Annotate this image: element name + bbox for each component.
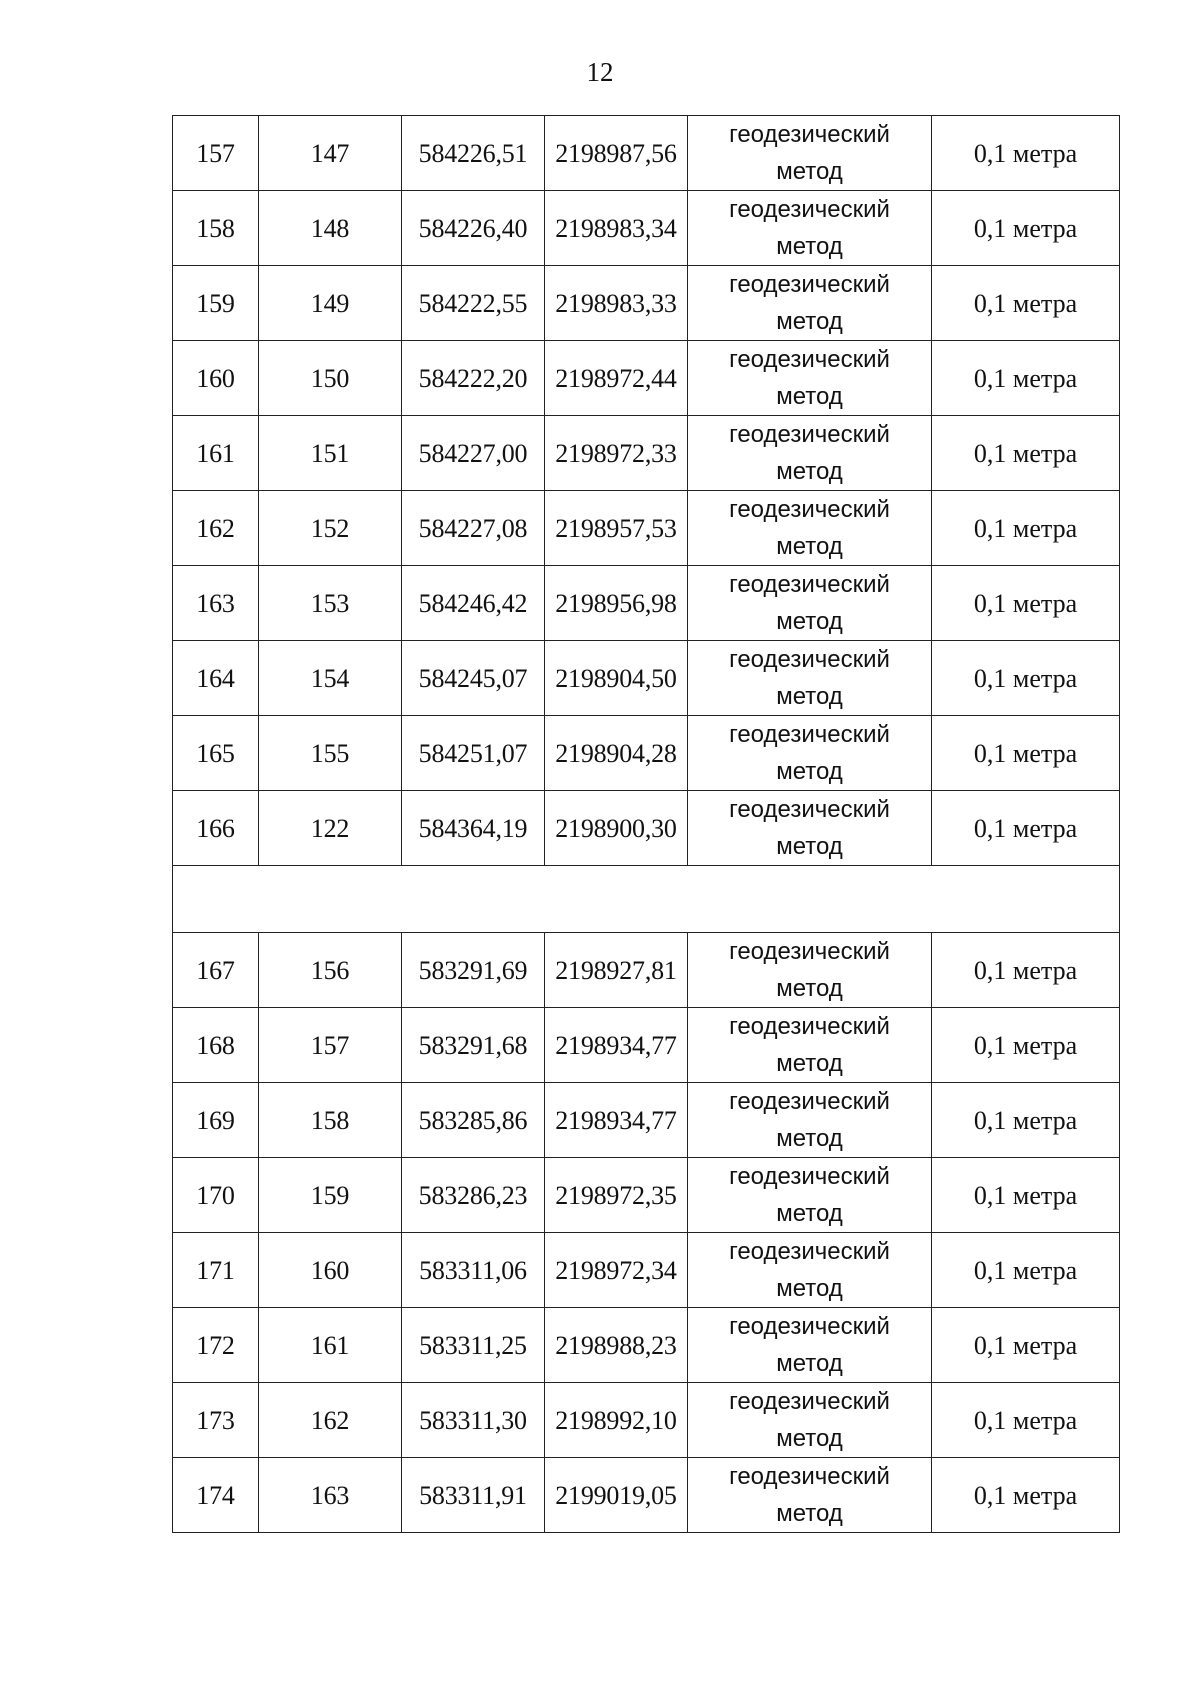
table-row bbox=[173, 933, 1120, 1008]
method-line-2: метод bbox=[776, 158, 843, 185]
y-coordinate-cell: 2198983,33 bbox=[545, 266, 688, 341]
row-number-cell: 173 bbox=[173, 1383, 259, 1458]
y-coordinate-cell: 2198904,50 bbox=[545, 641, 688, 716]
accuracy-cell: 0,1 метра bbox=[932, 1308, 1120, 1383]
method-line-1: геодезический bbox=[729, 796, 890, 823]
y-coordinate-cell: 2198987,56 bbox=[545, 116, 688, 191]
row-number-cell: 159 bbox=[173, 266, 259, 341]
y-coordinate-cell: 2198904,28 bbox=[545, 716, 688, 791]
method-cell bbox=[688, 716, 932, 791]
y-coordinate-cell: 2198934,77 bbox=[545, 1083, 688, 1158]
accuracy-cell: 0,1 метра bbox=[932, 266, 1120, 341]
point-number-cell: 147 bbox=[259, 116, 402, 191]
method-cell bbox=[688, 641, 932, 716]
method-line-2: метод bbox=[776, 1425, 843, 1452]
point-number-cell: 149 bbox=[259, 266, 402, 341]
point-number-cell: 122 bbox=[259, 791, 402, 866]
y-coordinate-cell: 2198972,44 bbox=[545, 341, 688, 416]
row-number-cell: 168 bbox=[173, 1008, 259, 1083]
method-line-1: геодезический bbox=[729, 421, 890, 448]
method-line-2: метод bbox=[776, 308, 843, 335]
point-number-cell: 159 bbox=[259, 1158, 402, 1233]
method-line-2: метод bbox=[776, 233, 843, 260]
table-row bbox=[173, 716, 1120, 791]
accuracy-cell: 0,1 метра bbox=[932, 1458, 1120, 1533]
method-line-2: метод bbox=[776, 383, 843, 410]
x-coordinate-cell: 583286,23 bbox=[402, 1158, 545, 1233]
x-coordinate-cell: 583311,30 bbox=[402, 1383, 545, 1458]
method-line-2: метод bbox=[776, 1050, 843, 1077]
method-line-1: геодезический bbox=[729, 938, 890, 965]
accuracy-cell: 0,1 метра bbox=[932, 566, 1120, 641]
point-number-cell: 160 bbox=[259, 1233, 402, 1308]
method-line-2: метод bbox=[776, 1200, 843, 1227]
y-coordinate-cell: 2198956,98 bbox=[545, 566, 688, 641]
x-coordinate-cell: 584251,07 bbox=[402, 716, 545, 791]
y-coordinate-cell: 2198957,53 bbox=[545, 491, 688, 566]
method-line-2: метод bbox=[776, 1350, 843, 1377]
accuracy-cell: 0,1 метра bbox=[932, 933, 1120, 1008]
row-number-cell: 165 bbox=[173, 716, 259, 791]
table-row bbox=[173, 491, 1120, 566]
table-row bbox=[173, 116, 1120, 191]
accuracy-cell: 0,1 метра bbox=[932, 1008, 1120, 1083]
x-coordinate-cell: 583291,68 bbox=[402, 1008, 545, 1083]
method-line-2: метод bbox=[776, 458, 843, 485]
method-cell bbox=[688, 1383, 932, 1458]
x-coordinate-cell: 584222,55 bbox=[402, 266, 545, 341]
method-line-1: геодезический bbox=[729, 1238, 890, 1265]
accuracy-cell: 0,1 метра bbox=[932, 791, 1120, 866]
table-row bbox=[173, 266, 1120, 341]
x-coordinate-cell: 584227,00 bbox=[402, 416, 545, 491]
method-line-2: метод bbox=[776, 1125, 843, 1152]
point-number-cell: 158 bbox=[259, 1083, 402, 1158]
row-number-cell: 162 bbox=[173, 491, 259, 566]
method-line-1: геодезический bbox=[729, 1313, 890, 1340]
method-line-1: геодезический bbox=[729, 721, 890, 748]
method-cell bbox=[688, 491, 932, 566]
table-row bbox=[173, 1233, 1120, 1308]
table-row bbox=[173, 1383, 1120, 1458]
method-cell bbox=[688, 1083, 932, 1158]
coordinates-table-body bbox=[173, 116, 1120, 1533]
table-row bbox=[173, 641, 1120, 716]
section-separator-row bbox=[173, 866, 1120, 933]
x-coordinate-cell: 584226,51 bbox=[402, 116, 545, 191]
y-coordinate-cell: 2198988,23 bbox=[545, 1308, 688, 1383]
y-coordinate-cell: 2198934,77 bbox=[545, 1008, 688, 1083]
x-coordinate-cell: 584222,20 bbox=[402, 341, 545, 416]
method-line-2: метод bbox=[776, 683, 843, 710]
row-number-cell: 174 bbox=[173, 1458, 259, 1533]
row-number-cell: 163 bbox=[173, 566, 259, 641]
method-cell bbox=[688, 1008, 932, 1083]
method-line-1: геодезический bbox=[729, 196, 890, 223]
accuracy-cell: 0,1 метра bbox=[932, 641, 1120, 716]
method-cell bbox=[688, 191, 932, 266]
row-number-cell: 171 bbox=[173, 1233, 259, 1308]
row-number-cell: 160 bbox=[173, 341, 259, 416]
accuracy-cell: 0,1 метра bbox=[932, 341, 1120, 416]
method-line-2: метод bbox=[776, 1275, 843, 1302]
method-line-1: геодезический bbox=[729, 496, 890, 523]
method-cell bbox=[688, 1233, 932, 1308]
table-row bbox=[173, 566, 1120, 641]
page-number: 12 bbox=[586, 57, 614, 87]
x-coordinate-cell: 584246,42 bbox=[402, 566, 545, 641]
row-number-cell: 166 bbox=[173, 791, 259, 866]
method-cell bbox=[688, 116, 932, 191]
coordinates-table bbox=[172, 115, 1120, 1533]
row-number-cell: 167 bbox=[173, 933, 259, 1008]
table-row bbox=[173, 191, 1120, 266]
table-row bbox=[173, 1158, 1120, 1233]
x-coordinate-cell: 583291,69 bbox=[402, 933, 545, 1008]
point-number-cell: 156 bbox=[259, 933, 402, 1008]
method-line-1: геодезический bbox=[729, 121, 890, 148]
table-row bbox=[173, 1458, 1120, 1533]
method-cell bbox=[688, 1458, 932, 1533]
method-line-2: метод bbox=[776, 608, 843, 635]
y-coordinate-cell: 2198992,10 bbox=[545, 1383, 688, 1458]
point-number-cell: 162 bbox=[259, 1383, 402, 1458]
accuracy-cell: 0,1 метра bbox=[932, 1233, 1120, 1308]
method-line-2: метод bbox=[776, 533, 843, 560]
y-coordinate-cell: 2198983,34 bbox=[545, 191, 688, 266]
accuracy-cell: 0,1 метра bbox=[932, 116, 1120, 191]
y-coordinate-cell: 2198972,35 bbox=[545, 1158, 688, 1233]
point-number-cell: 161 bbox=[259, 1308, 402, 1383]
row-number-cell: 161 bbox=[173, 416, 259, 491]
accuracy-cell: 0,1 метра bbox=[932, 1083, 1120, 1158]
method-line-1: геодезический bbox=[729, 646, 890, 673]
point-number-cell: 152 bbox=[259, 491, 402, 566]
method-cell bbox=[688, 341, 932, 416]
method-line-2: метод bbox=[776, 975, 843, 1002]
table-row bbox=[173, 416, 1120, 491]
method-line-1: геодезический bbox=[729, 1088, 890, 1115]
y-coordinate-cell: 2198927,81 bbox=[545, 933, 688, 1008]
accuracy-cell: 0,1 метра bbox=[932, 416, 1120, 491]
point-number-cell: 148 bbox=[259, 191, 402, 266]
point-number-cell: 153 bbox=[259, 566, 402, 641]
table-row bbox=[173, 1308, 1120, 1383]
table-row bbox=[173, 1008, 1120, 1083]
x-coordinate-cell: 583285,86 bbox=[402, 1083, 545, 1158]
x-coordinate-cell: 583311,06 bbox=[402, 1233, 545, 1308]
method-line-1: геодезический bbox=[729, 1388, 890, 1415]
row-number-cell: 169 bbox=[173, 1083, 259, 1158]
method-line-1: геодезический bbox=[729, 571, 890, 598]
accuracy-cell: 0,1 метра bbox=[932, 491, 1120, 566]
y-coordinate-cell: 2198972,33 bbox=[545, 416, 688, 491]
method-cell bbox=[688, 1308, 932, 1383]
method-cell bbox=[688, 1158, 932, 1233]
row-number-cell: 170 bbox=[173, 1158, 259, 1233]
point-number-cell: 151 bbox=[259, 416, 402, 491]
x-coordinate-cell: 583311,25 bbox=[402, 1308, 545, 1383]
point-number-cell: 155 bbox=[259, 716, 402, 791]
point-number-cell: 154 bbox=[259, 641, 402, 716]
method-line-1: геодезический bbox=[729, 346, 890, 373]
method-line-1: геодезический bbox=[729, 1013, 890, 1040]
point-number-cell: 157 bbox=[259, 1008, 402, 1083]
accuracy-cell: 0,1 метра bbox=[932, 191, 1120, 266]
accuracy-cell: 0,1 метра bbox=[932, 716, 1120, 791]
row-number-cell: 158 bbox=[173, 191, 259, 266]
table-row bbox=[173, 791, 1120, 866]
method-line-1: геодезический bbox=[729, 271, 890, 298]
method-line-2: метод bbox=[776, 833, 843, 860]
accuracy-cell: 0,1 метра bbox=[932, 1158, 1120, 1233]
method-line-2: метод bbox=[776, 1500, 843, 1527]
x-coordinate-cell: 583311,91 bbox=[402, 1458, 545, 1533]
table-row bbox=[173, 341, 1120, 416]
method-cell bbox=[688, 791, 932, 866]
y-coordinate-cell: 2198900,30 bbox=[545, 791, 688, 866]
method-cell bbox=[688, 566, 932, 641]
point-number-cell: 163 bbox=[259, 1458, 402, 1533]
accuracy-cell: 0,1 метра bbox=[932, 1383, 1120, 1458]
method-cell bbox=[688, 416, 932, 491]
table-row bbox=[173, 1083, 1120, 1158]
x-coordinate-cell: 584227,08 bbox=[402, 491, 545, 566]
x-coordinate-cell: 584226,40 bbox=[402, 191, 545, 266]
x-coordinate-cell: 584245,07 bbox=[402, 641, 545, 716]
row-number-cell: 172 bbox=[173, 1308, 259, 1383]
method-cell bbox=[688, 933, 932, 1008]
method-cell bbox=[688, 266, 932, 341]
section-separator-cell bbox=[173, 866, 1120, 933]
method-line-2: метод bbox=[776, 758, 843, 785]
row-number-cell: 164 bbox=[173, 641, 259, 716]
y-coordinate-cell: 2199019,05 bbox=[545, 1458, 688, 1533]
point-number-cell: 150 bbox=[259, 341, 402, 416]
method-line-1: геодезический bbox=[729, 1463, 890, 1490]
method-line-1: геодезический bbox=[729, 1163, 890, 1190]
y-coordinate-cell: 2198972,34 bbox=[545, 1233, 688, 1308]
row-number-cell: 157 bbox=[173, 116, 259, 191]
x-coordinate-cell: 584364,19 bbox=[402, 791, 545, 866]
